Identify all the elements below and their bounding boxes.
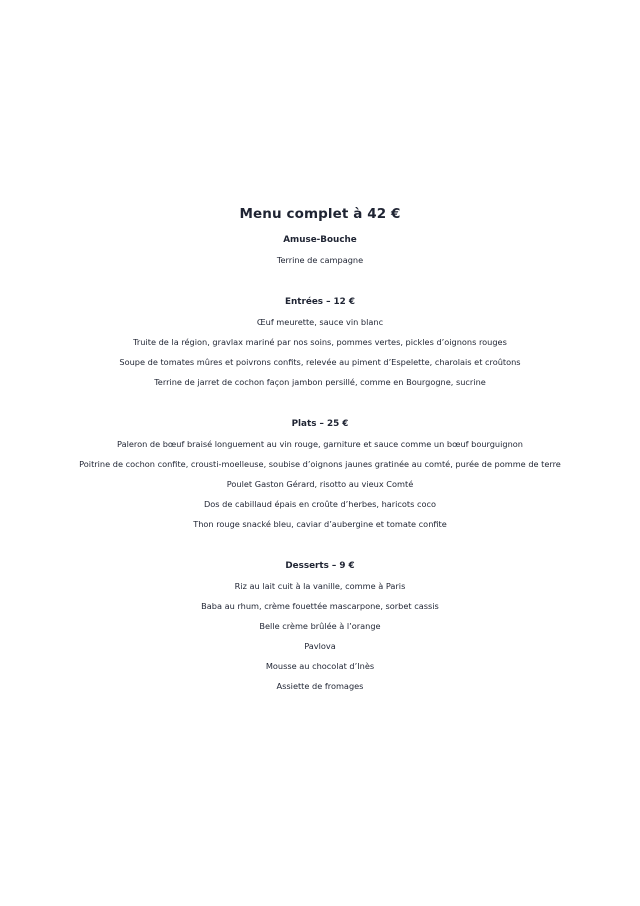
menu-item: Poulet Gaston Gérard, risotto au vieux Comté (226, 479, 414, 489)
section-amuse-bouche (0, 230, 640, 270)
menu-item: Terrine de campagne (276, 255, 364, 265)
section-title: Desserts – 9 € (285, 561, 355, 571)
menu-item: Mousse au chocolat d’Inès (265, 661, 375, 671)
section-desserts (0, 556, 640, 696)
menu-item: Poitrine de cochon confite, crousti-moelleuse, soubise d’oignons jaunes gratinée au comté, purée de pomme de terre (79, 459, 561, 469)
menu-item: Assiette de fromages (276, 681, 364, 691)
section-title: Entrées – 12 € (285, 297, 355, 307)
menu-item: Baba au rhum, crème fouettée mascarpone, sorbet cassis (201, 601, 439, 611)
menu-item: Dos de cabillaud épais en croûte d’herbes, haricots coco (203, 499, 437, 509)
menu-item: Belle crème brûlée à l’orange (259, 621, 381, 631)
menu-item: Terrine de jarret de cochon façon jambon persillé, comme en Bourgogne, sucrine (154, 377, 486, 387)
menu-item: Thon rouge snacké bleu, caviar d’aubergine et tomate confite (193, 519, 447, 529)
section-plats (0, 414, 640, 534)
section-entrees (0, 292, 640, 392)
menu-item: Truite de la région, gravlax mariné par nos soins, pommes vertes, pickles d’oignons rouges (133, 337, 507, 347)
menu-item: Soupe de tomates mûres et poivrons confits, relevée au piment d’Espelette, charolais et croûtons (119, 357, 521, 367)
menu-item: Paleron de bœuf braisé longuement au vin rouge, garniture et sauce comme un bœuf bourguignon (117, 439, 523, 449)
section-title: Plats – 25 € (291, 419, 349, 429)
menu-title: Menu complet à 42 € (239, 206, 401, 222)
menu-item: Pavlova (304, 641, 336, 651)
section-title: Amuse-Bouche (283, 235, 357, 245)
menu-item: Œuf meurette, sauce vin blanc (256, 317, 384, 327)
menu-item: Riz au lait cuit à la vanille, comme à Paris (234, 581, 406, 591)
menu (0, 202, 640, 718)
